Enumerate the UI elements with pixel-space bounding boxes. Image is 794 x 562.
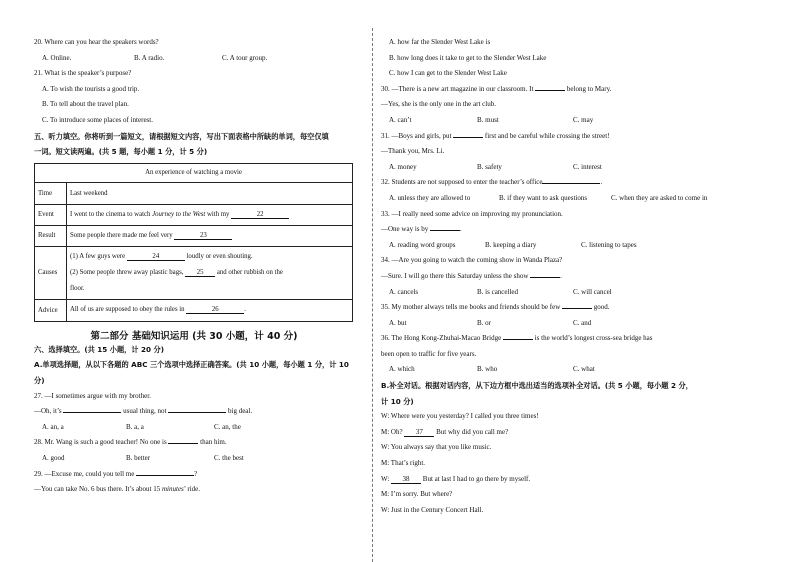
row-label-time: Time — [35, 182, 67, 204]
blank-22[interactable]: 22 — [231, 211, 289, 219]
option-c: C. To introduce some places of interest. — [42, 115, 153, 124]
question-31-reply: —Thank you, Mrs. Li. — [381, 147, 445, 156]
question-20-options — [34, 54, 354, 70]
dialogue-line: M: Oh? 37 But why did you call me? — [381, 427, 509, 436]
option-a: A. which — [389, 365, 415, 374]
question-32: 32. Students are not supposed to enter the teacher’s office . — [381, 178, 603, 187]
blank-24[interactable]: 24 — [127, 253, 185, 261]
option-a: A. To wish the tourists a good trip. — [42, 84, 140, 93]
option-c: C. the best — [214, 453, 244, 462]
option-a: A. good — [42, 453, 65, 462]
partB-instructions-cont: 计 10 分) — [381, 396, 414, 406]
question-33: 33. —I really need some advice on improving my pronunciation. — [381, 209, 563, 218]
dialogue-line: M: That’s right. — [381, 459, 426, 468]
option-a: A. cancels — [389, 287, 419, 296]
blank-33[interactable] — [430, 230, 460, 231]
option-c: C. what — [573, 365, 595, 374]
option-b: B. must — [477, 115, 499, 124]
option-c: C. interest — [573, 162, 602, 171]
option-c: C. how I can get to the Slender West Lake — [389, 69, 507, 78]
question-30-reply: —Yes, she is the only one in the art club. — [381, 100, 496, 109]
question-33-reply: —One way is by . — [381, 225, 462, 234]
question-31-options — [381, 163, 761, 179]
blank-38[interactable]: 38 — [391, 476, 421, 484]
part2-title: 第二部分 基础知识运用 (共 30 小题，计 40 分) — [90, 330, 298, 342]
option-b: B. or — [477, 318, 491, 327]
row-label-event: Event — [35, 204, 67, 225]
question-34-reply: —Sure. I will go there this Saturday unless the show . — [381, 271, 562, 280]
causes-cell: (1) A few guys were 24 loudly or even shouting. (2) Some people threw away plastic bags, 25 and other rubbish on the floor. — [67, 246, 353, 299]
option-c: C. an, the — [214, 422, 241, 431]
row-label-advice: Advice — [35, 299, 67, 321]
option-b: B. how long does it take to get to the Slender West Lake — [389, 53, 547, 62]
option-b: B. a, a — [126, 422, 144, 431]
question-27: 27. —I sometimes argue with my brother. — [34, 391, 151, 400]
dialogue-line: W: 38 But at last I had to go there by myself. — [381, 474, 531, 483]
blank-27b[interactable] — [168, 412, 226, 413]
blank-26[interactable]: 26 — [186, 306, 244, 314]
part6-heading: 六、选择填空。(共 15 小题，计 20 分) — [34, 344, 165, 354]
blank-28[interactable] — [168, 443, 198, 444]
event-cell: I went to the cinema to watch Journey to the West with my 22 — [67, 204, 353, 225]
column-divider — [372, 28, 373, 562]
part5-instructions: 五、听力填空。你将听到一篇短文，请根据短文内容，写出下面表格中所缺的单词，每空仅填 — [34, 131, 329, 141]
blank-27a[interactable] — [63, 412, 121, 413]
blank-29[interactable] — [136, 475, 194, 476]
dialogue-line: W: Just in the Century Concert Hall. — [381, 505, 484, 514]
question-27-options — [34, 423, 354, 439]
option-a: A. but — [389, 318, 407, 327]
time-value: Last weekend — [67, 182, 353, 204]
option-a: A. an, a — [42, 422, 64, 431]
advice-cell: All of us are supposed to obey the rules in 26 . — [67, 299, 353, 321]
question-36-cont: been open to traffic for five years. — [381, 349, 477, 358]
part5-instructions-cont: 一词。短文读两遍。(共 5 题，每小题 1 分，计 5 分) — [34, 147, 208, 157]
question-33-options — [381, 241, 761, 257]
blank-36[interactable] — [503, 339, 533, 340]
blank-31[interactable] — [453, 137, 483, 138]
question-34-options — [381, 288, 761, 304]
question-36: 36. The Hong Kong-Zhuhai-Macao Bridge is the world’s longest cross-sea bridge has — [381, 334, 653, 343]
dialogue-line: W: Where were you yesterday? I called you three times! — [381, 412, 539, 421]
blank-34[interactable] — [530, 277, 560, 278]
listening-table — [34, 163, 353, 322]
option-b: B. keeping a diary — [485, 240, 537, 249]
partB-instructions: B.补全对话。根据对话内容，从下边方框中选出适当的选项补全对话。(共 5 小题，每小题 2 分， — [381, 381, 693, 391]
question-35: 35. My mother always tells me books and friends should be few good. — [381, 303, 610, 312]
option-c: C. when they are asked to come in — [611, 193, 708, 202]
dialogue-line: W: You always say that you like music. — [381, 443, 492, 452]
row-label-result: Result — [35, 225, 67, 246]
partA-instructions-cont: 分) — [34, 375, 45, 385]
question-32-options — [381, 194, 761, 210]
blank-30[interactable] — [535, 90, 565, 91]
question-28: 28. Mr. Wang is such a good teacher! No one is than him. — [34, 438, 227, 447]
question-30-options — [381, 116, 761, 132]
question-30: 30. —There is a new art magazine in our classroom. It belong to Mary. — [381, 84, 612, 93]
question-27-reply: —Oh, it’s usual thing, not big deal. — [34, 407, 253, 416]
left-column — [34, 38, 354, 501]
table-title: An experience of watching a movie — [35, 163, 353, 182]
option-c: C. may — [573, 115, 594, 124]
blank-25[interactable]: 25 — [185, 269, 215, 277]
question-35-options — [381, 319, 761, 335]
option-c: C. listening to tapes — [581, 240, 637, 249]
blank-32[interactable] — [542, 183, 600, 184]
option-b: B. is cancelled — [477, 287, 519, 296]
option-a: A. how far the Slender West Lake is — [389, 38, 491, 46]
result-cell: Some people there made me feel very 23 — [67, 225, 353, 246]
question-21: 21. What is the speaker’s purpose? — [34, 69, 132, 78]
question-36-options — [381, 365, 761, 381]
option-a: A. Online. — [42, 53, 72, 62]
question-20: 20. Where can you hear the speakers words? — [34, 38, 159, 46]
option-b: B. safety — [477, 162, 502, 171]
movie-title: Journey to the West — [152, 210, 206, 218]
option-a: A. money — [389, 162, 417, 171]
option-a: A. can’t — [389, 115, 412, 124]
question-29-reply: —You can take No. 6 bus there. It’s about 15 minutes’ ride. — [34, 485, 200, 494]
option-c: C. and — [573, 318, 592, 327]
option-b: B. who — [477, 365, 498, 374]
option-b: B. better — [126, 453, 151, 462]
question-28-options — [34, 454, 354, 470]
dialogue-line: M: I’m sorry. But where? — [381, 490, 453, 499]
option-b: B. if they want to ask questions — [499, 193, 588, 202]
option-b: B. A radio. — [134, 53, 165, 62]
option-c: C. will cancel — [573, 287, 612, 296]
question-29: 29. —Excuse me, could you tell me ? — [34, 469, 198, 478]
blank-37[interactable]: 37 — [404, 429, 434, 437]
question-34: 34. —Are you going to watch the coming show in Wanda Plaza? — [381, 256, 563, 265]
blank-35[interactable] — [562, 308, 592, 309]
option-a: A. reading word groups — [389, 240, 456, 249]
right-column — [381, 38, 761, 521]
partA-instructions: A.单项选择题，从以下各题的 ABC 三个选项中选择正确答案。(共 10 小题，每小题 1 分，计 10 — [34, 360, 349, 370]
option-a: A. unless they are allowed to — [389, 193, 471, 202]
blank-23[interactable]: 23 — [174, 232, 232, 240]
option-b: B. To tell about the travel plan. — [42, 100, 129, 109]
option-c: C. A tour group. — [222, 53, 268, 62]
row-label-causes: Causes — [35, 246, 67, 299]
question-31: 31. —Boys and girls, put first and be careful while crossing the street! — [381, 131, 610, 140]
